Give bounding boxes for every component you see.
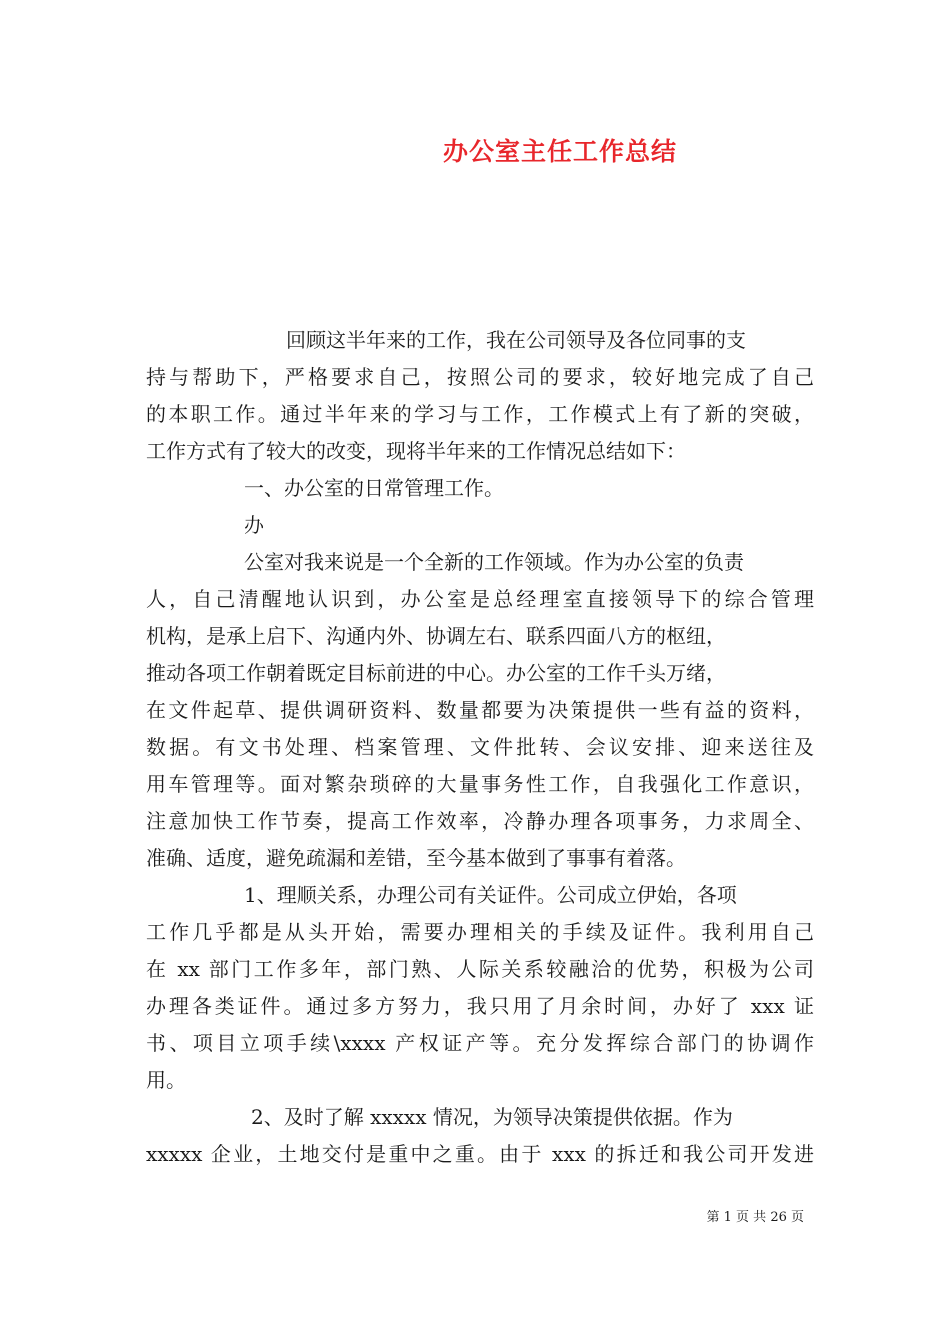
paragraph-line: 工作几乎都是从头开始，需要办理相关的手续及证件。我利用自己 xyxy=(146,920,814,944)
document-title: 办公室主任工作总结 xyxy=(442,137,677,166)
section-heading: 一、办公室的日常管理工作。 xyxy=(244,476,504,500)
paragraph-line: 办理各类证件。通过多方努力，我只用了月余时间，办好了 xxx 证 xyxy=(146,994,814,1018)
paragraph-line: 持与帮助下，严格要求自己，按照公司的要求，较好地完成了自己 xyxy=(146,365,814,389)
paragraph-line: 1、理顺关系，办理公司有关证件。公司成立伊始，各项 xyxy=(244,883,737,907)
paragraph-line: 推动各项工作朝着既定目标前进的中心。办公室的工作千头万绪， xyxy=(146,661,726,685)
paragraph-line: 工作方式有了较大的改变，现将半年来的工作情况总结如下： xyxy=(146,439,686,463)
paragraph-line: 在 xx 部门工作多年，部门熟、人际关系较融洽的优势，积极为公司 xyxy=(146,957,814,981)
page-number: 第 1 页 共 26 页 xyxy=(706,1210,804,1225)
paragraph-line: 注意加快工作节奏，提高工作效率，冷静办理各项事务，力求周全、 xyxy=(146,809,814,833)
paragraph-line: 办 xyxy=(244,513,264,537)
paragraph-line: 在文件起草、提供调研资料、数量都要为决策提供一些有益的资料， xyxy=(146,698,814,722)
paragraph-line: 准确、适度，避免疏漏和差错，至今基本做到了事事有着落。 xyxy=(146,846,686,870)
paragraph-line: 用车管理等。面对繁杂琐碎的大量事务性工作，自我强化工作意识， xyxy=(146,772,814,796)
paragraph-line: 数据。有文书处理、档案管理、文件批转、会议安排、迎来送往及 xyxy=(146,735,814,759)
paragraph-line: 回顾这半年来的工作，我在公司领导及各位同事的支 xyxy=(286,328,746,352)
paragraph-line: 的本职工作。通过半年来的学习与工作，工作模式上有了新的突破， xyxy=(146,402,814,426)
paragraph-line: 书、项目立项手续\xxxx 产权证产等。充分发挥综合部门的协调作 xyxy=(146,1031,814,1055)
paragraph-line: 用。 xyxy=(146,1068,186,1092)
paragraph-line: 2、及时了解 xxxxx 情况，为领导决策提供依据。作为 xyxy=(251,1105,733,1129)
paragraph-line: 机构，是承上启下、沟通内外、协调左右、联系四面八方的枢纽， xyxy=(146,624,726,648)
paragraph-line: 人，自己清醒地认识到，办公室是总经理室直接领导下的综合管理 xyxy=(146,587,814,611)
paragraph-line: xxxxx 企业，土地交付是重中之重。由于 xxx 的拆迁和我公司开发进 xyxy=(146,1142,814,1166)
document-body xyxy=(146,322,814,1173)
paragraph-line: 公室对我来说是一个全新的工作领域。作为办公室的负责 xyxy=(244,550,744,574)
